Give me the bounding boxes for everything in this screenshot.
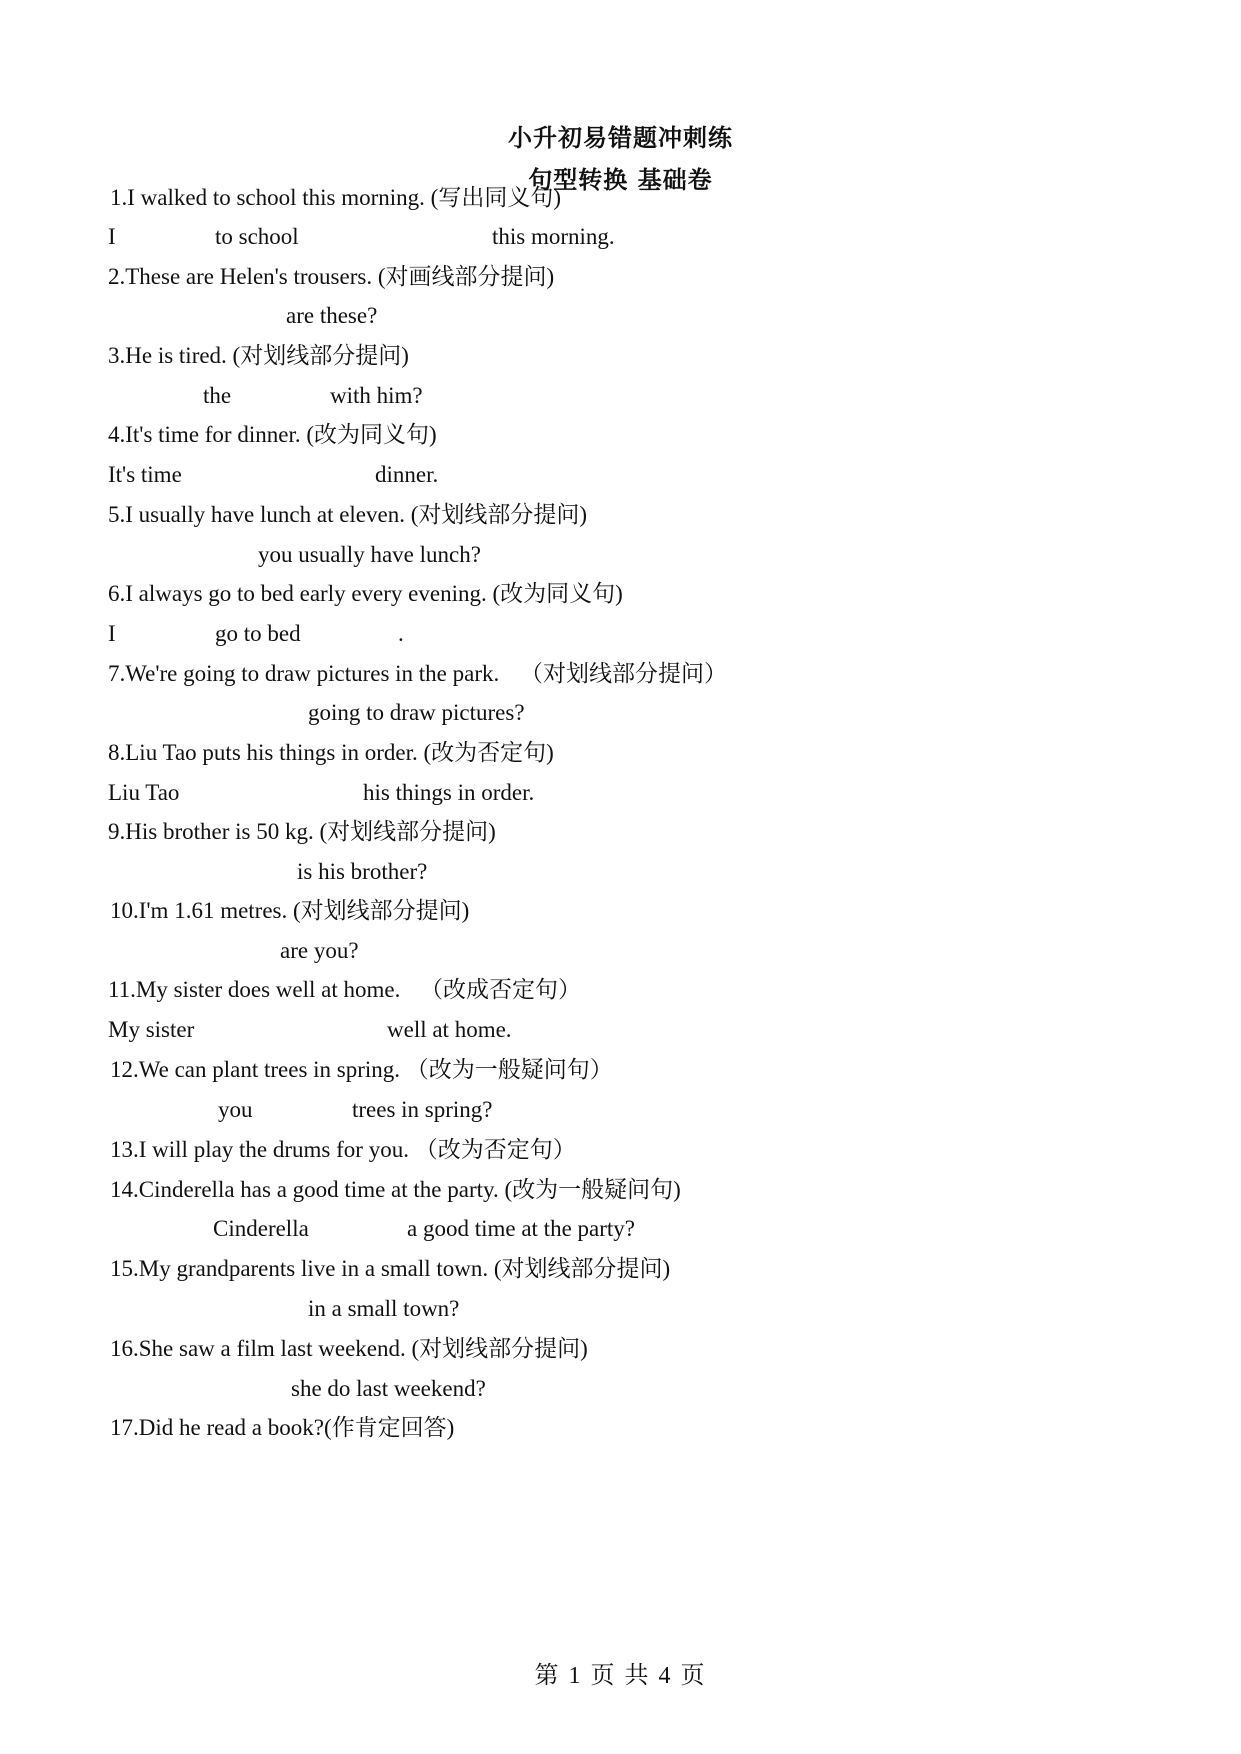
question-14: 14.Cinderella has a good time at the party. (改为一般疑问句) <box>110 1177 681 1202</box>
question-1: 1.I walked to school this morning. (写出同义句) <box>110 185 562 210</box>
page-title: 小升初易错题冲刺练 <box>508 124 733 152</box>
answer-14-part-2: a good time at the party? <box>407 1216 636 1241</box>
answer-6-part-1: I <box>108 621 116 646</box>
question-7-note: （对划线部分提问） <box>520 661 727 686</box>
answer-8-part-2: his things in order. <box>363 780 535 805</box>
question-5: 5.I usually have lunch at eleven. (对划线部分提问) <box>108 502 588 527</box>
question-4: 4.It's time for dinner. (改为同义句) <box>108 422 437 447</box>
answer-9-part-1: is his brother? <box>297 859 428 884</box>
question-3: 3.He is tired. (对划线部分提问) <box>108 343 409 368</box>
answer-1-part-2: to school <box>215 224 299 249</box>
answer-15-part-1: in a small town? <box>308 1296 460 1321</box>
question-10: 10.I'm 1.61 metres. (对划线部分提问) <box>110 898 470 923</box>
page-number: 第 1 页 共 4 页 <box>534 1663 707 1689</box>
question-6: 6.I always go to bed early every evening. (改为同义句) <box>108 581 623 606</box>
answer-3-part-1: the <box>203 383 232 408</box>
page-subtitle: 句型转换 基础卷 <box>528 166 713 194</box>
answer-3-part-2: with him? <box>330 383 423 408</box>
answer-8-part-1: Liu Tao <box>108 780 180 805</box>
question-11-note: （改成否定句） <box>420 977 581 1002</box>
question-7: 7.We're going to draw pictures in the park. <box>108 661 500 686</box>
answer-12-part-1: you <box>218 1097 253 1122</box>
answer-12-part-2: trees in spring? <box>352 1097 493 1122</box>
answer-5-part-1: you usually have lunch? <box>258 542 481 567</box>
answer-6-part-3: . <box>398 621 404 646</box>
question-12: 12.We can plant trees in spring. （改为一般疑问句） <box>110 1057 613 1082</box>
question-11: 11.My sister does well at home. <box>108 977 401 1002</box>
answer-4-part-2: dinner. <box>375 462 439 487</box>
answer-4-part-1: It's time <box>108 462 182 487</box>
question-17: 17.Did he read a book?(作肯定回答) <box>110 1415 455 1440</box>
question-13: 13.I will play the drums for you. （改为否定句） <box>110 1137 576 1162</box>
answer-11-part-1: My sister <box>108 1017 195 1042</box>
answer-14-part-1: Cinderella <box>213 1216 309 1241</box>
question-2: 2.These are Helen's trousers. (对画线部分提问) <box>108 264 555 289</box>
question-9: 9.His brother is 50 kg. (对划线部分提问) <box>108 819 496 844</box>
answer-16-part-1: she do last weekend? <box>291 1376 486 1401</box>
answer-1-part-3: this morning. <box>492 224 615 249</box>
answer-2-part-1: are these? <box>286 303 378 328</box>
answer-11-part-2: well at home. <box>387 1017 512 1042</box>
answer-10-part-1: are you? <box>280 938 359 963</box>
question-8: 8.Liu Tao puts his things in order. (改为否定句) <box>108 740 554 765</box>
answer-7-part-1: going to draw pictures? <box>308 700 525 725</box>
answer-6-part-2: go to bed <box>215 621 301 646</box>
answer-1-part-1: I <box>108 224 116 249</box>
question-15: 15.My grandparents live in a small town. (对划线部分提问) <box>110 1256 671 1281</box>
question-16: 16.She saw a film last weekend. (对划线部分提问) <box>110 1336 588 1361</box>
